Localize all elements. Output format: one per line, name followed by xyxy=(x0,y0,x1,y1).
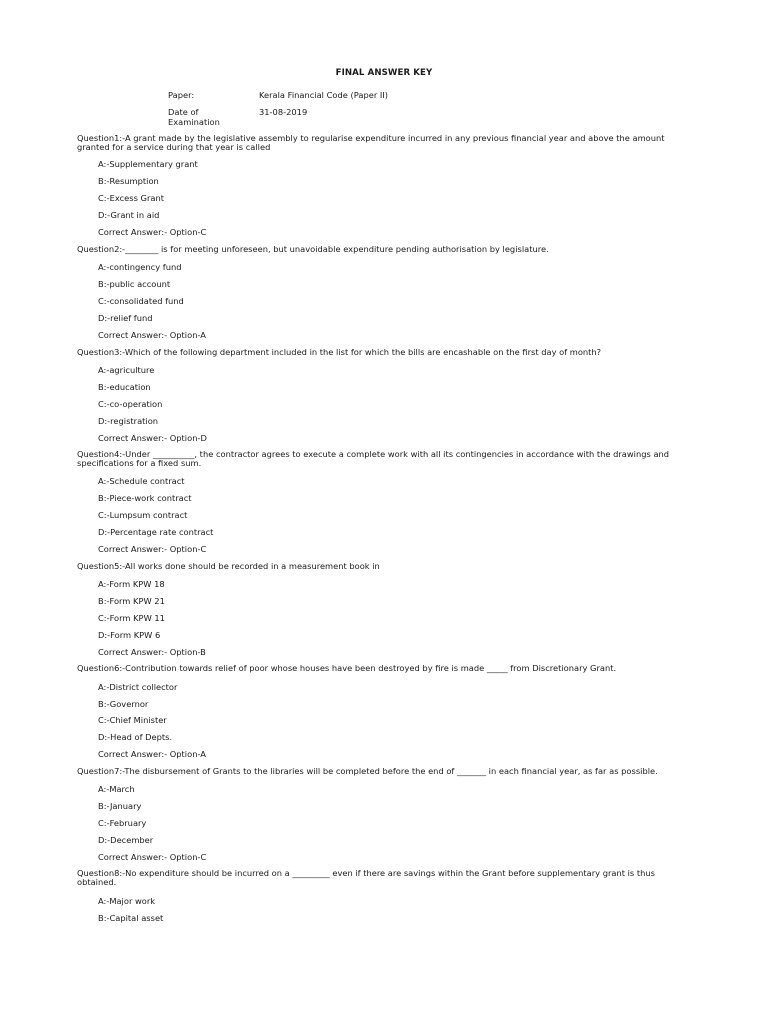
page-title: FINAL ANSWER KEY xyxy=(335,68,433,78)
question-7-answer: Correct Answer:- Option-C xyxy=(98,852,207,862)
question-8-text: Question8:-No expenditure should be incurred on a _________ even if there are savings within the Grant before supplementary grant is thus obtained. xyxy=(77,868,655,887)
date-value: 31-08-2019 xyxy=(259,107,308,117)
question-5-answer: Correct Answer:- Option-B xyxy=(98,647,206,657)
question-8-option-a: A:-Major work xyxy=(98,896,156,906)
question-8-option-b: B:-Capital asset xyxy=(98,913,164,923)
question-2-option-a: A:-contingency fund xyxy=(98,262,182,272)
question-3-option-a: A:-agriculture xyxy=(98,365,155,375)
question-4-text: Question4:-Under __________, the contractor agrees to execute a complete work with all its contingencies in accordance with the drawings and specifications for a fixed sum. xyxy=(77,449,670,468)
question-1-option-a: A:-Supplementary grant xyxy=(98,159,198,169)
question-3-answer: Correct Answer:- Option-D xyxy=(98,433,207,443)
question-4-option-a: A:-Schedule contract xyxy=(98,476,185,486)
question-7-text: Question7:-The disbursement of Grants to the libraries will be completed before the end of _______ in each financial year, as far as possible. xyxy=(77,766,658,776)
question-5-option-b: B:-Form KPW 21 xyxy=(98,596,165,606)
question-4-answer: Correct Answer:- Option-C xyxy=(98,544,207,554)
question-1-answer: Correct Answer:- Option-C xyxy=(98,227,207,237)
question-7-option-d: D:-December xyxy=(98,835,154,845)
question-1-option-d: D:-Grant in aid xyxy=(98,210,160,220)
question-1-option-c: C:-Excess Grant xyxy=(98,193,164,203)
question-6-option-b: B:-Governor xyxy=(98,699,149,709)
question-1-option-b: B:-Resumption xyxy=(98,176,159,186)
question-6-option-d: D:-Head of Depts. xyxy=(98,732,173,742)
question-2-option-c: C:-consolidated fund xyxy=(98,296,184,306)
question-3-option-c: C:-co-operation xyxy=(98,399,163,409)
question-7-option-a: A:-March xyxy=(98,784,135,794)
question-4-option-d: D:-Percentage rate contract xyxy=(98,527,214,537)
question-6-answer: Correct Answer:- Option-A xyxy=(98,749,206,759)
question-2-answer: Correct Answer:- Option-A xyxy=(98,330,206,340)
question-5-option-a: A:-Form KPW 18 xyxy=(98,579,165,589)
question-5-option-c: C:-Form KPW 11 xyxy=(98,613,165,623)
question-5-text: Question5:-All works done should be recorded in a measurement book in xyxy=(77,561,380,571)
question-4-option-c: C:-Lumpsum contract xyxy=(98,510,188,520)
question-3-text: Question3:-Which of the following department included in the list for which the bills are encashable on the first day of month? xyxy=(77,347,602,357)
question-5-option-d: D:-Form KPW 6 xyxy=(98,630,161,640)
question-6-option-c: C:-Chief Minister xyxy=(98,715,167,725)
question-4-option-b: B:-Piece-work contract xyxy=(98,493,192,503)
question-3-option-d: D:-registration xyxy=(98,416,159,426)
question-7-option-c: C:-February xyxy=(98,818,147,828)
question-1-text: Question1:-A grant made by the legislative assembly to regularise expenditure incurred in any previous financial year and above the amount granted for a service during that year is called xyxy=(77,133,665,152)
question-6-option-a: A:-District collector xyxy=(98,682,178,692)
question-3-option-b: B:-education xyxy=(98,382,151,392)
question-7-option-b: B:-January xyxy=(98,801,142,811)
question-2-option-d: D:-relief fund xyxy=(98,313,153,323)
paper-value: Kerala Financial Code (Paper II) xyxy=(259,90,389,100)
question-2-option-b: B:-public account xyxy=(98,279,171,289)
paper-label: Paper: xyxy=(168,90,195,100)
question-6-text: Question6:-Contribution towards relief of poor whose houses have been destroyed by fire is made _____ from Discretionary Grant. xyxy=(77,663,617,673)
question-2-text: Question2:-________ is for meeting unforeseen, but unavoidable expenditure pending authorisation by legislature. xyxy=(77,244,549,254)
date-label: Date of Examination xyxy=(168,107,220,127)
